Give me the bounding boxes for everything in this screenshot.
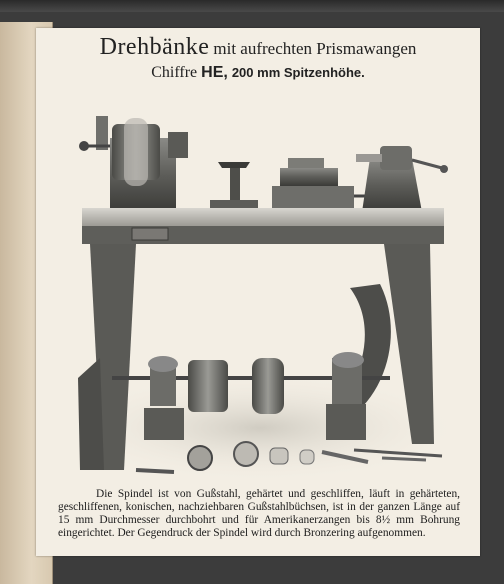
- spec-text: 200 mm Spitzenhöhe.: [231, 65, 365, 80]
- page-subtitle: [52, 64, 464, 82]
- page-title: [52, 34, 464, 61]
- code-value: HE,: [201, 64, 228, 81]
- lathe-bed-top: [82, 208, 444, 226]
- tool-rest: [210, 162, 258, 210]
- catalog-page: [36, 28, 480, 556]
- caption-text: Die Spindel ist von Gußstahl, gehärtet und geschliffen, läuft in gehärteten, geschliffenen, konischen, nachziehbaren Gußstahlbüchsen, ist in der ganzen Länge auf 15 mm Durchmesser durchbohrt und für Amerikanerzangen bis 8½ mm Bohrung eingerichtet. Der Gegendruck der Spindel wird durch Bronzering aufgenommen.: [58, 488, 460, 539]
- countershaft-pulley-left: [188, 360, 228, 412]
- scan-top-edge: [0, 0, 504, 12]
- title-main: Drehbänke: [99, 34, 210, 60]
- caption: [58, 488, 460, 540]
- code-label: Chiffre: [151, 64, 198, 81]
- title-rest: mit aufrechten Prismawangen: [213, 39, 417, 58]
- tailstock: [356, 146, 448, 212]
- nameplate: [132, 228, 168, 240]
- headstock: [79, 116, 188, 212]
- countershaft-pulley-right: [252, 358, 284, 414]
- lathe-illustration: [50, 88, 468, 488]
